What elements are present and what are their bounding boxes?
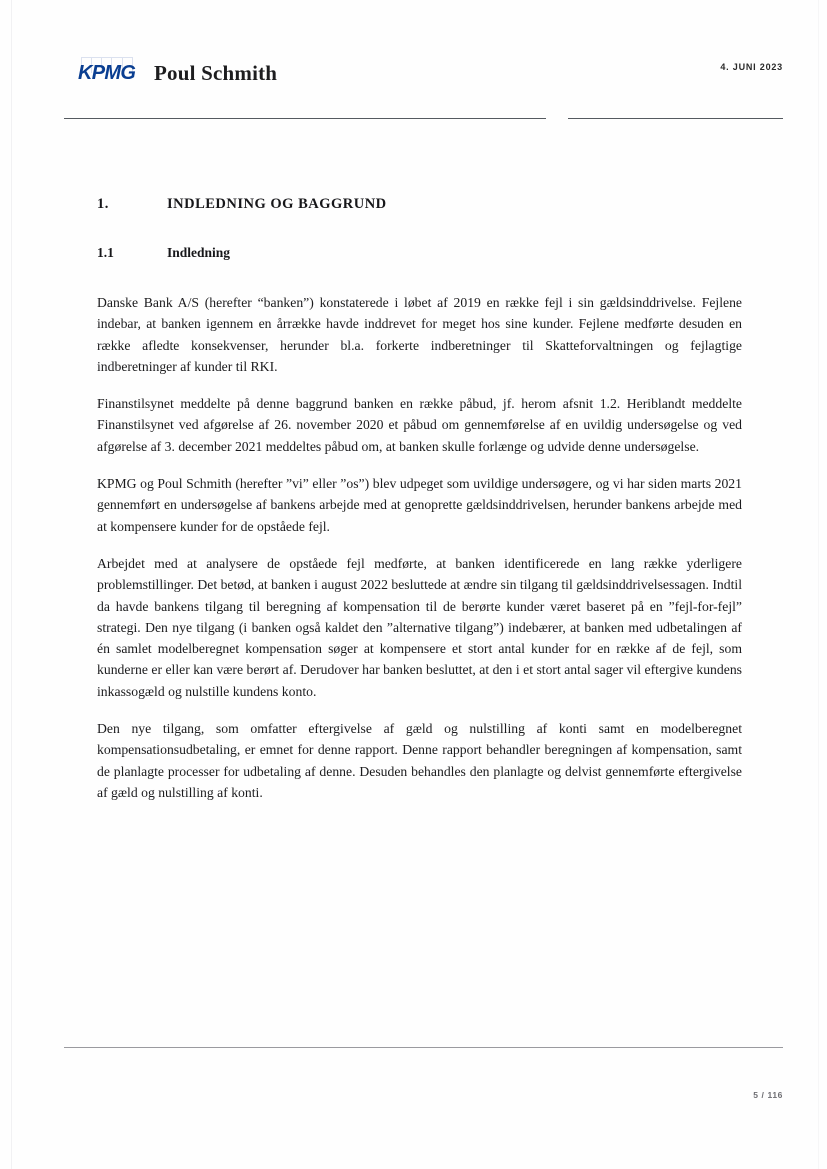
scan-artifact-right-edge [818, 0, 819, 1169]
body-paragraph: Den nye tilgang, som omfatter eftergivelse af gæld og nulstilling af konti samt en modelberegnet kompensationsudbetaling, er emnet for denne rapport. Denne rapport behandler beregningen af kompensation, samt de planlagte processer for udbetaling af denne. Desuden behandles den planlagte og delvist gennemførte eftergivelse af gæld og nulstilling af konti. [97, 721, 742, 800]
body-paragraph: Danske Bank A/S (herefter “banken”) konstaterede i løbet af 2019 en række fejl i sin gældsinddrivelse. Fejlene indebar, at banken igennem en årrække havde inddrevet for meget hos sine kunder. Fejlene medførte desuden en række afledte konsekvenser, herunder bl.a. forkerte indberetninger til Skatteforvaltningen og fejlagtige indberetninger af kunder til RKI. [97, 295, 742, 374]
section-number: 1. [97, 196, 109, 212]
scan-artifact-left-edge [11, 0, 12, 1169]
kpmg-logo-icon [78, 56, 136, 90]
brand-name-poul-schmith: Poul Schmith [154, 60, 278, 85]
body-paragraph: KPMG og Poul Schmith (herefter ”vi” eller ”os”) blev udpeget som uvildige undersøgere, og vi har siden marts 2021 gennemført en undersøgelse af bankens arbejde med at genoprette gældsinddrivelsen, herunder bankens arbejde med at kompensere kunder for de opståede fejl. [97, 476, 742, 534]
section-title: INDLEDNING OG BAGGRUND [167, 196, 387, 212]
footer-rule [64, 1047, 783, 1048]
subsection-number: 1.1 [97, 245, 114, 260]
subsection-title: Indledning [167, 245, 231, 260]
document-body [97, 196, 742, 803]
header-rule-left [64, 118, 546, 119]
body-paragraph: Finanstilsynet meddelte på denne baggrund banken en række påbud, jf. herom afsnit 1.2. Heriblandt meddelte Finanstilsynet ved afgørelse af 26. november 2020 et påbud om gennemførelse af en uvildig undersøgelse og ved afgørelse af 3. december 2021 meddeltes påbud om, at banken skulle forlænge og udvide denne undersøgelse. [97, 396, 742, 454]
kpmg-wordmark: KPMG [78, 62, 136, 84]
header-rule-right [568, 118, 783, 119]
header-date: 4. JUNI 2023 [720, 62, 783, 72]
footer-page-number: 5 / 116 [753, 1090, 783, 1100]
subsection-heading [97, 245, 742, 261]
brand-lockup [78, 56, 277, 90]
body-paragraph: Arbejdet med at analysere de opståede fejl medførte, at banken identificerede en lang række yderligere problemstillinger. Det betød, at banken i august 2022 besluttede at ændre sin tilgang til gældsinddrivelsessagen. Indtil da havde bankens tilgang til beregning af kompensation til de berørte kunder været baseret på en ”fejl-for-fejl” strategi. Den nye tilgang (i banken også kaldet den ”alternative tilgang”) indebærer, at banken med udbetalingen af én samlet modelberegnet kompensation søger at kompensere et stort antal kunder for en række af de fejl, som kunderne er eller kan være berørt af. Derudover har banken besluttet, at den i et stort antal sager vil eftergive kundens inkassogæld og nulstille kundens konto. [97, 555, 742, 699]
page-header [0, 0, 827, 130]
section-heading [97, 196, 742, 213]
